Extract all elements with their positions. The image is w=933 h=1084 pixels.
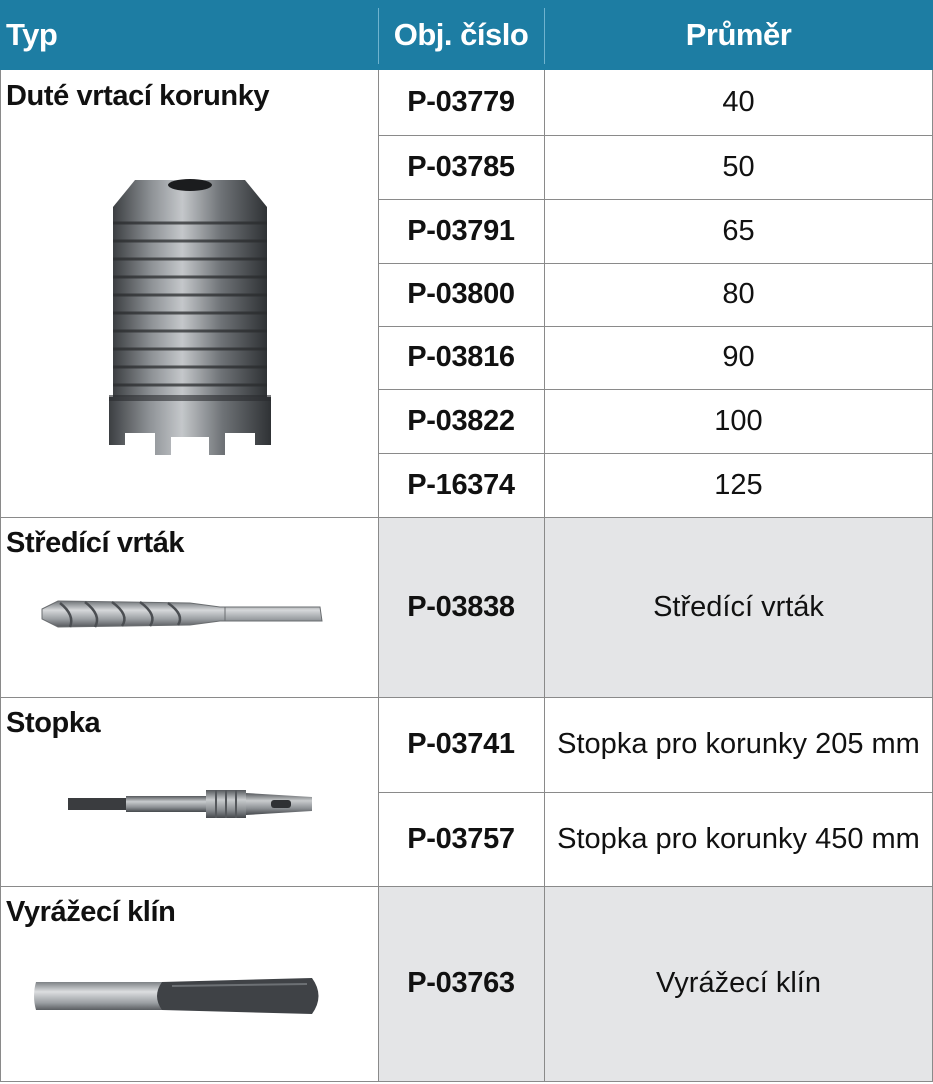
product-value: Stopka pro korunky 450 mm bbox=[557, 822, 920, 855]
group-title: Duté vrtací korunky bbox=[6, 80, 270, 112]
header-diameter: Průměr bbox=[544, 0, 933, 70]
grid-line bbox=[378, 389, 933, 390]
product-value: Vyrážecí klín bbox=[544, 886, 933, 1081]
grid-line bbox=[0, 70, 1, 1082]
product-code: P-03779 bbox=[407, 86, 515, 118]
product-code: P-03741 bbox=[407, 728, 515, 760]
product-value: 50 bbox=[722, 150, 755, 183]
group-title: Středící vrták bbox=[6, 527, 185, 559]
grid-line bbox=[378, 792, 933, 793]
grid-line bbox=[378, 453, 933, 454]
group-centering-drill bbox=[0, 517, 378, 697]
grid-line bbox=[378, 199, 933, 200]
product-value: Stopka pro korunky 205 mm bbox=[557, 728, 920, 760]
group-shank bbox=[0, 697, 378, 886]
shank-adapter-icon bbox=[66, 787, 316, 821]
product-value: 65 bbox=[722, 214, 755, 247]
header-code: Obj. číslo bbox=[378, 0, 544, 70]
product-code: P-03800 bbox=[407, 278, 515, 310]
grid-line bbox=[378, 326, 933, 327]
product-value: 125 bbox=[714, 468, 763, 501]
group-title: Stopka bbox=[6, 707, 101, 739]
product-value: 40 bbox=[722, 86, 755, 118]
header-divider bbox=[544, 8, 545, 64]
product-code: P-03838 bbox=[378, 517, 544, 697]
grid-line bbox=[0, 886, 933, 887]
grid-line bbox=[544, 70, 545, 1082]
product-value: 90 bbox=[722, 341, 755, 373]
grid-line bbox=[0, 517, 933, 518]
header-divider bbox=[378, 8, 379, 64]
grid-line bbox=[0, 697, 933, 698]
grid-line bbox=[378, 263, 933, 264]
grid-line bbox=[0, 1081, 933, 1082]
hollow-core-bit-icon bbox=[105, 175, 275, 465]
product-code: P-03816 bbox=[407, 341, 515, 373]
product-code: P-03757 bbox=[407, 822, 515, 855]
group-hollow-core-bits bbox=[0, 70, 378, 508]
ejector-wedge-icon bbox=[32, 976, 327, 1016]
product-code: P-16374 bbox=[407, 468, 515, 501]
header-type: Typ bbox=[0, 0, 378, 70]
grid-line bbox=[378, 135, 933, 136]
product-code: P-03791 bbox=[407, 214, 515, 247]
product-code: P-03822 bbox=[407, 404, 515, 437]
grid-line bbox=[378, 70, 379, 1082]
product-code: P-03763 bbox=[378, 886, 544, 1081]
group-title: Vyrážecí klín bbox=[6, 896, 176, 928]
product-value: 80 bbox=[722, 278, 755, 310]
centering-drill-icon bbox=[40, 595, 325, 635]
group-ejector-wedge bbox=[0, 886, 378, 1081]
product-value: 100 bbox=[714, 404, 763, 437]
product-code: P-03785 bbox=[407, 150, 515, 183]
product-value: Středící vrták bbox=[544, 517, 933, 697]
